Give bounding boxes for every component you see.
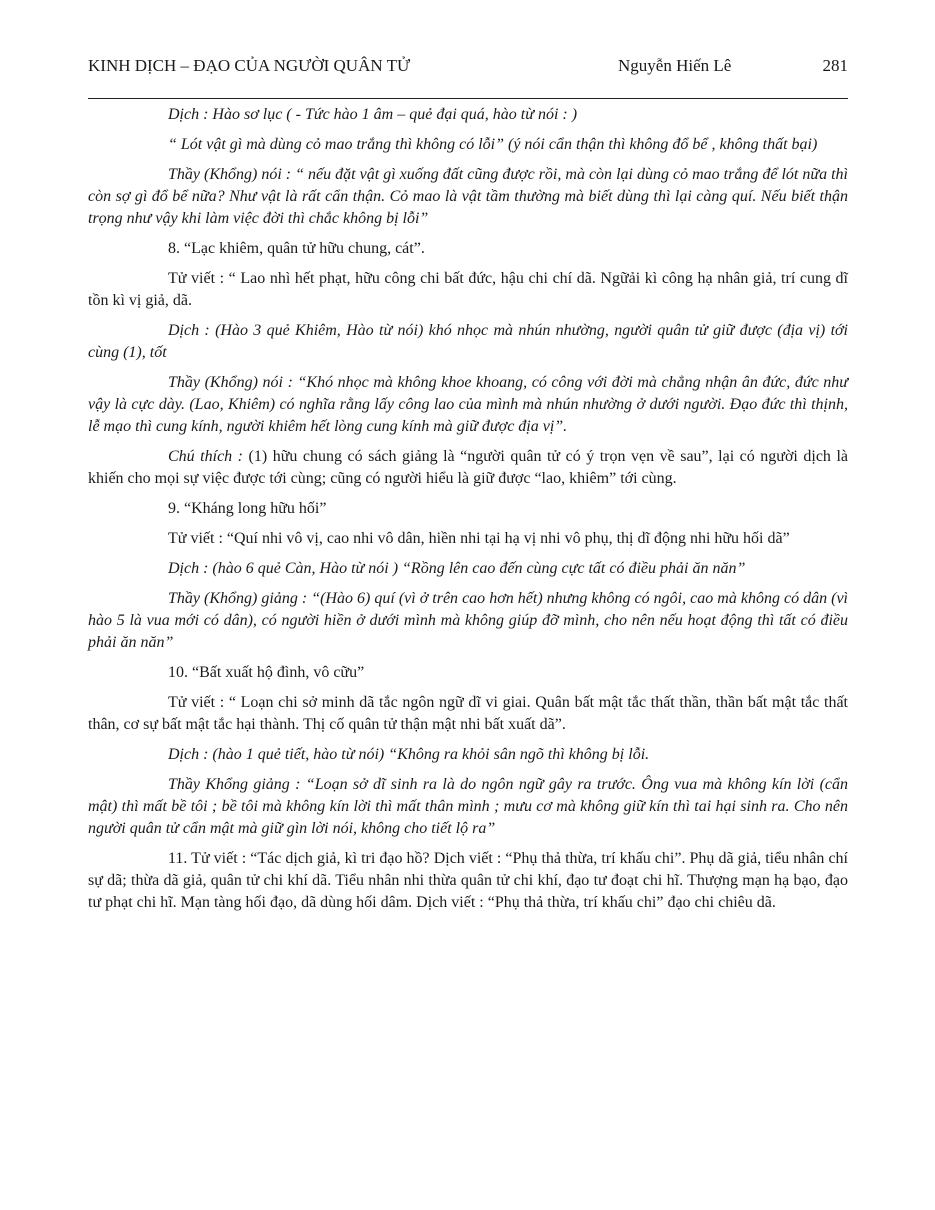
paragraph-commentary: Thầy (Khổng) nói : “Khó nhọc mà không khoe khoang, có công với đời mà chẳng nhận ân đức, đức như vậy là cực dày. (Lao, Khiêm) có nghĩa rằng lấy công lao của mình mà nhún nhường ở dưới người. Đạo đức thì thịnh, lễ mạo thì cung kính, người khiêm hết lòng cung kính mà giữ được địa vị”.: [88, 374, 848, 435]
footnote-text: (1) hữu chung có sách giảng là “người quân tử có ý trọn vẹn về sau”, lại có người dịch là khiến cho mọi sự việc được tới cùng; cũng có người hiểu là giữ được “lao, khiêm” tới cùng.: [88, 448, 848, 487]
paragraph-heading-9: 9. “Kháng long hữu hối”: [168, 500, 327, 517]
header-rule: [88, 98, 848, 99]
paragraph-commentary: Thầy (Khổng) nói : “ nếu đặt vật gì xuống đất cũng được rồi, mà còn lại dùng cỏ mao trắng để lót nữa thì còn sợ gì đổ bể nữa? Như vật là rất cẩn thận. Cỏ mao là vật tầm thường mà biết dùng thì lại càng quí. Nếu biết thận trọng như vậy khi làm việc đời thì chắc không bị lỗi”: [88, 166, 848, 227]
book-title: KINH DỊCH – ĐẠO CỦA NGƯỜI QUÂN TỬ: [88, 56, 411, 75]
paragraph-heading-10: 10. “Bất xuất hộ đình, vô cữu”: [168, 664, 365, 681]
author-name: Nguyễn Hiến Lê: [618, 56, 732, 75]
paragraph-original: Tử viết : “ Loạn chi sở minh dã tắc ngôn ngữ dĩ vi giai. Quân bất mật tắc thất thần, thần bất mật tắc thất thân, cơ sự bất mật tắc hại thành. Thị cố quân tử thận mật nhi bất xuất dã”.: [88, 694, 848, 733]
paragraph-heading-11: 11. Tử viết : “Tác dịch giả, kì tri đạo hồ? Dịch viết : “Phụ thả thừa, trí khấu chi”. Phụ dã giả, tiểu nhân chí sự dã; thừa dã giả, quân tử chi khí dã. Tiểu nhân nhi thừa quân tử chi khí, đạo tư đoạt chi hĩ. Thượng mạn hạ bạo, đạo tư phạt chi hĩ. Mạn tàng hối đạo, dã dùng hối dâm. Dịch viết : “Phụ thả thừa, trí khấu chi” đạo chi chiêu dã.: [88, 850, 848, 911]
paragraph-footnote: [88, 446, 848, 490]
page-header: [88, 56, 848, 82]
paragraph-heading-8: 8. “Lạc khiêm, quân tử hữu chung, cát”.: [168, 240, 425, 257]
page-number: 281: [822, 56, 848, 75]
page-body: [88, 104, 848, 922]
paragraph-translation: Dịch : (Hào 3 quẻ Khiêm, Hào từ nói) khó nhọc mà nhún nhường, người quân tử giữ được (địa vị) tới cùng (1), tốt: [88, 322, 848, 361]
paragraph-original: Tử viết : “ Lao nhì hết phạt, hữu công chi bất đức, hậu chi chí dã. Ngữải kì công hạ nhân giả, trí cung dĩ tồn kì vị giả, dã.: [88, 270, 848, 309]
paragraph-translation: Dịch : Hào sơ lục ( - Tức hào 1 âm – quẻ đại quá, hào từ nói : ): [168, 106, 578, 123]
footnote-label: Chú thích :: [168, 448, 244, 465]
paragraph-commentary: Thầy Khổng giảng : “Loạn sở dĩ sinh ra là do ngôn ngữ gây ra trước. Ông vua mà không kín lời (cẩn mật) thì mất bề tôi ; bề tôi mà không kín lời thì mất thân mình ; mưu cơ mà không giữ kín thì tai hại sinh ra. Cho nên người quân tử cẩn mật mà giữ gìn lời nói, không cho tiết lộ ra”: [88, 776, 848, 837]
paragraph-translation: Dịch : (hào 6 quẻ Càn, Hào từ nói ) “Rồng lên cao đến cùng cực tất có điều phải ăn năn”: [168, 560, 746, 577]
paragraph-original: Tử viết : “Quí nhi vô vị, cao nhi vô dân, hiền nhi tại hạ vị nhi vô phụ, thị dĩ động nhi hữu hối dã”: [168, 530, 790, 547]
paragraph-quote: “ Lót vật gì mà dùng cỏ mao trắng thì không có lỗi” (ý nói cẩn thận thì không đổ bể , không thất bại): [168, 136, 818, 153]
paragraph-commentary: Thầy (Khổng) giảng : “(Hào 6) quí (vì ở trên cao hơn hết) nhưng không có ngôi, cao mà không có dân (vì hào 5 là vua mới có dân), có người hiền ở dưới mình mà không giúp đỡ mình, cho nên nếu hoạt động thì tất có điều phải ăn năn”: [88, 590, 848, 651]
paragraph-translation: Dịch : (hào 1 quẻ tiết, hào từ nói) “Không ra khỏi sân ngõ thì không bị lỗi.: [168, 746, 650, 763]
